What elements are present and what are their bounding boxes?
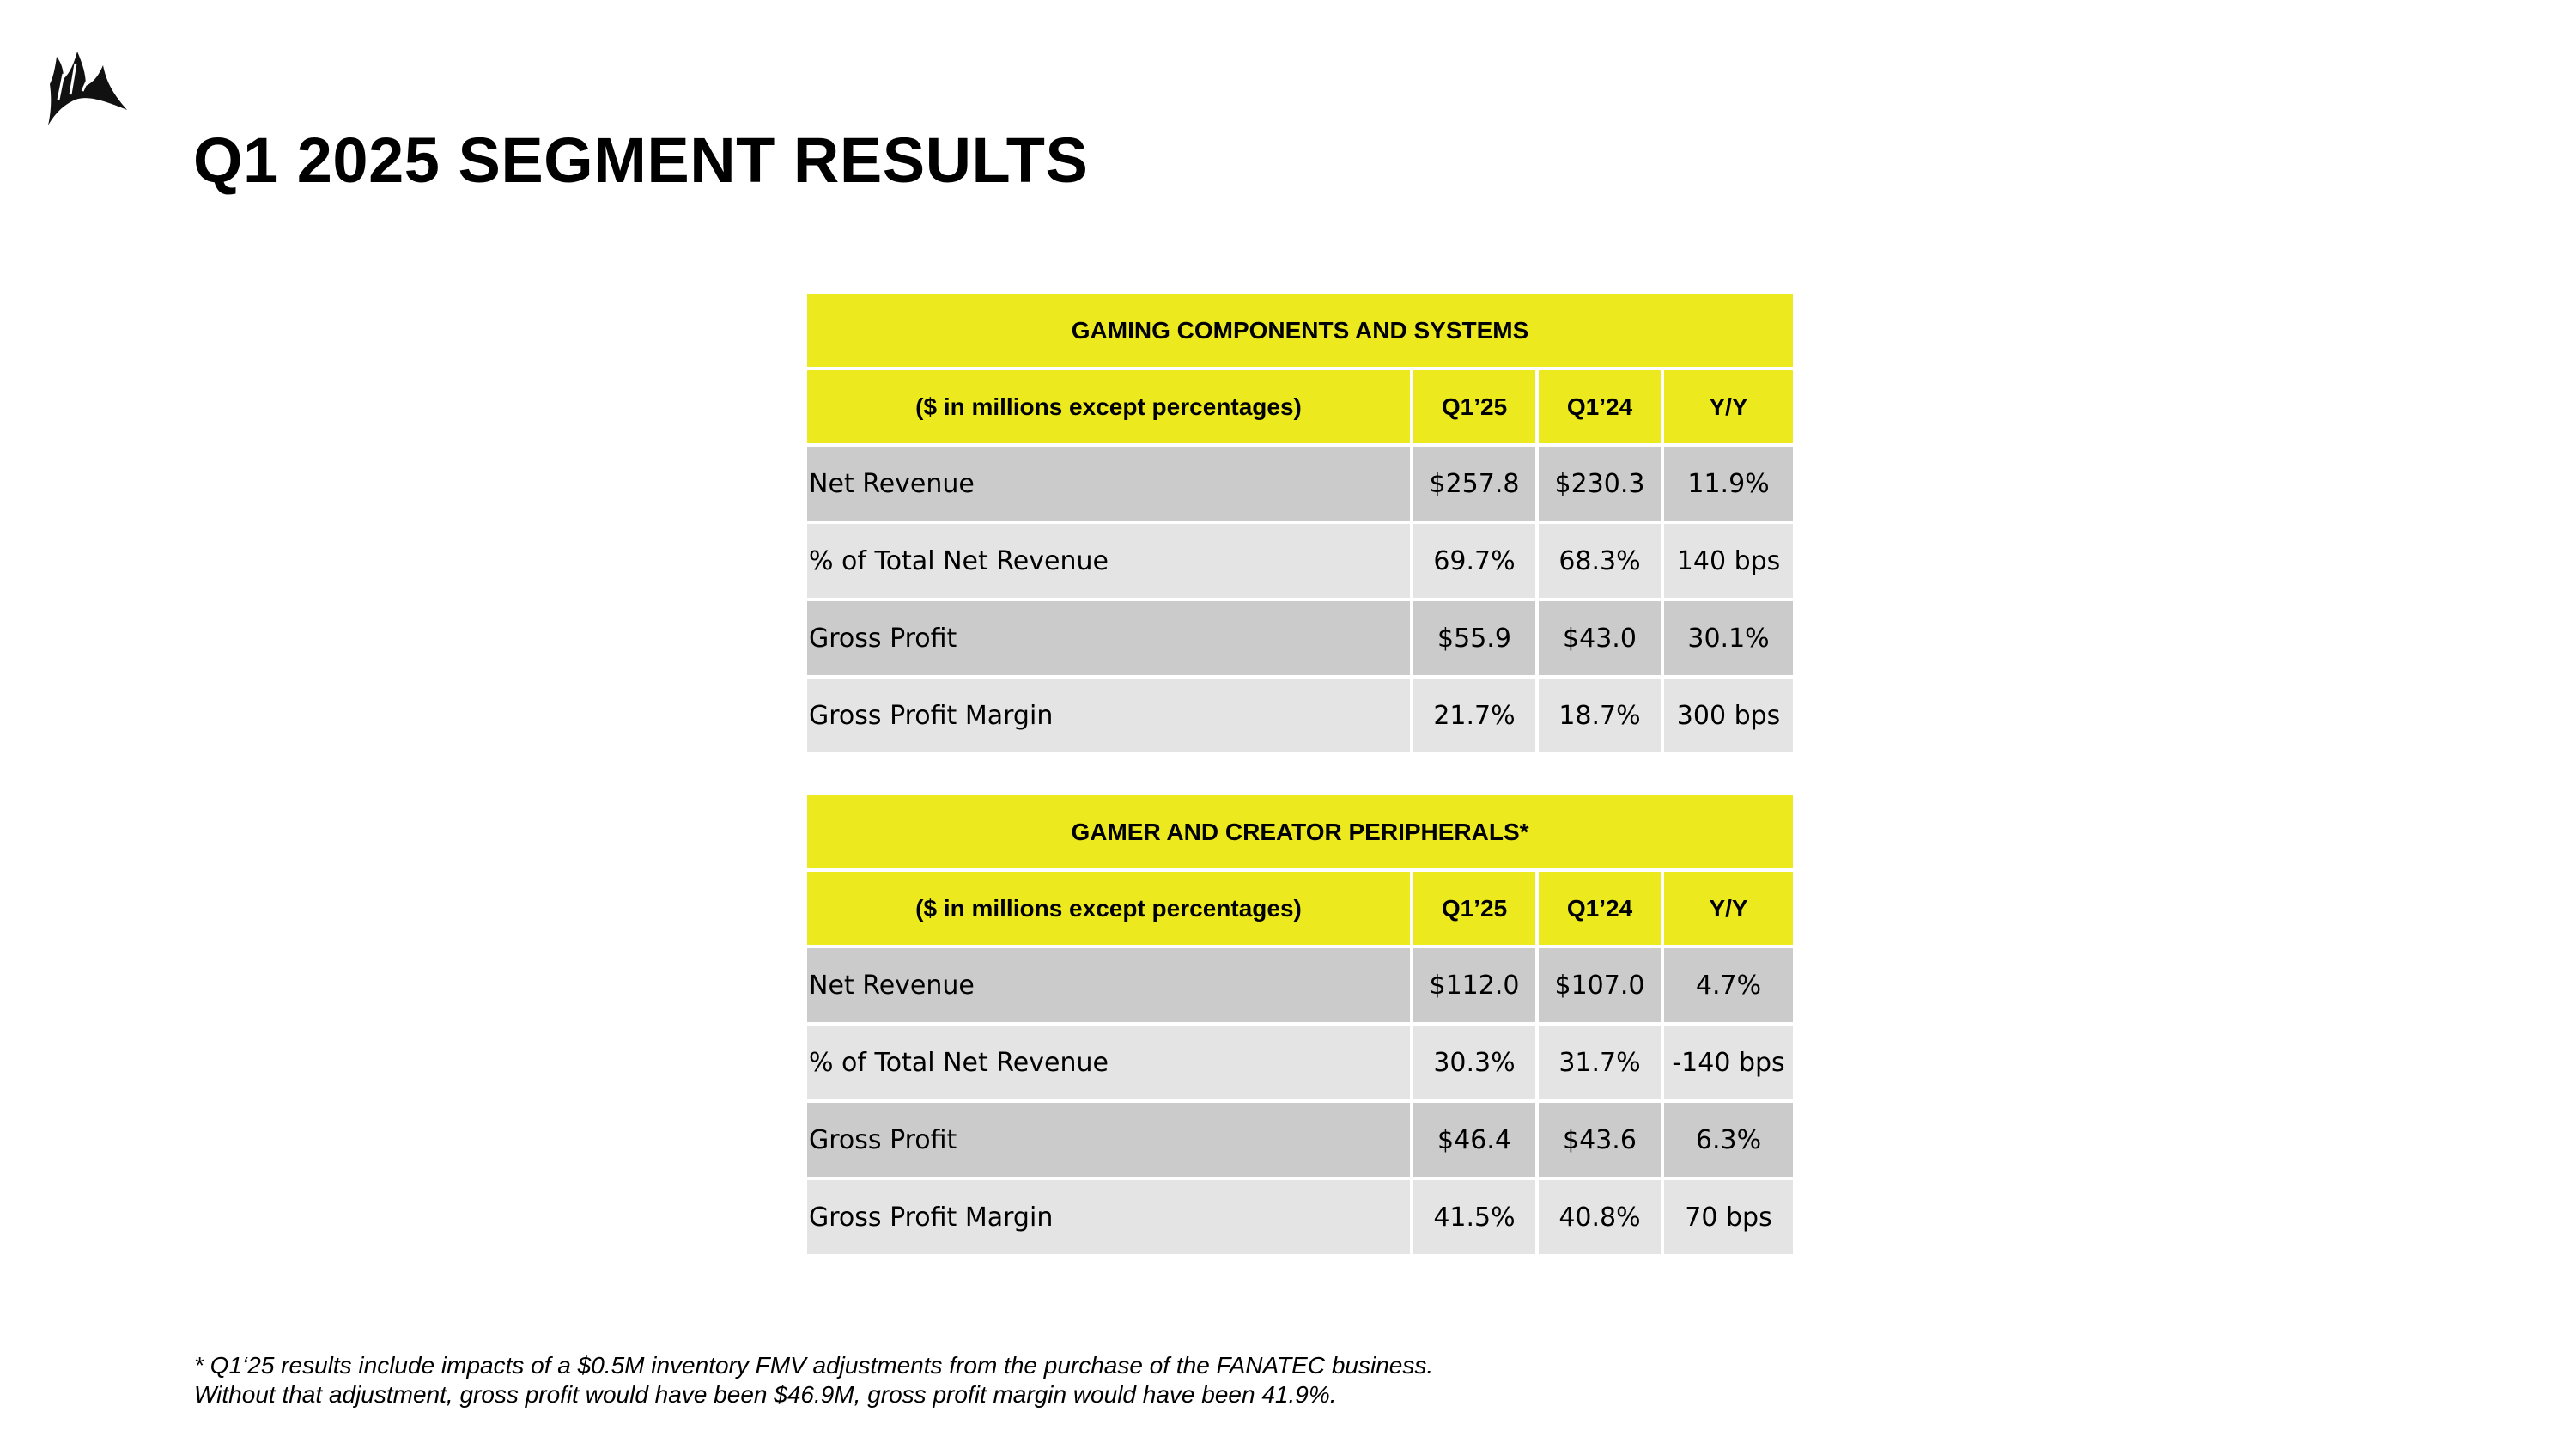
row-label: % of Total Net Revenue (807, 1026, 1410, 1099)
value-yy: 70 bps (1664, 1180, 1793, 1254)
gaming-components-table (804, 290, 1796, 756)
row-label: Gross Profit Margin (807, 1180, 1410, 1254)
table-row (807, 601, 1793, 675)
table-row (807, 679, 1793, 752)
value-q1-25: 41.5% (1413, 1180, 1535, 1254)
column-header-q1-24: Q1’24 (1539, 872, 1661, 945)
segment-title: GAMER AND CREATOR PERIPHERALS* (807, 795, 1793, 868)
row-label: % of Total Net Revenue (807, 524, 1410, 598)
column-header-q1-24: Q1’24 (1539, 370, 1661, 443)
value-q1-24: 68.3% (1539, 524, 1661, 598)
value-yy: -140 bps (1664, 1026, 1793, 1099)
column-header-description: ($ in millions except percentages) (807, 370, 1410, 443)
row-label: Gross Profit (807, 1103, 1410, 1177)
value-q1-24: $230.3 (1539, 447, 1661, 521)
footnote-line-1: * Q1‘25 results include impacts of a $0.5M inventory FMV adjustments from the purchase of the FANATEC business. (194, 1352, 1434, 1379)
page-title: Q1 2025 SEGMENT RESULTS (193, 125, 1089, 196)
value-yy: 6.3% (1664, 1103, 1793, 1177)
table-row (807, 1103, 1793, 1177)
column-header-description: ($ in millions except percentages) (807, 872, 1410, 945)
column-header-yy: Y/Y (1664, 370, 1793, 443)
table-row (807, 1180, 1793, 1254)
column-header-row (807, 370, 1793, 443)
row-label: Gross Profit (807, 601, 1410, 675)
column-header-q1-25: Q1’25 (1413, 872, 1535, 945)
value-yy: 11.9% (1664, 447, 1793, 521)
row-label: Gross Profit Margin (807, 679, 1410, 752)
value-q1-25: $112.0 (1413, 948, 1535, 1022)
value-q1-25: 21.7% (1413, 679, 1535, 752)
table-row (807, 447, 1793, 521)
value-q1-24: $107.0 (1539, 948, 1661, 1022)
footnote (194, 1351, 1433, 1409)
value-yy: 30.1% (1664, 601, 1793, 675)
value-q1-25: 30.3% (1413, 1026, 1535, 1099)
value-q1-25: $46.4 (1413, 1103, 1535, 1177)
value-yy: 4.7% (1664, 948, 1793, 1022)
value-q1-24: 40.8% (1539, 1180, 1661, 1254)
value-q1-24: $43.6 (1539, 1103, 1661, 1177)
gamer-creator-peripherals-table (804, 792, 1796, 1257)
footnote-line-2: Without that adjustment, gross profit would have been $46.9M, gross profit margin would have been 41.9%. (194, 1381, 1337, 1408)
value-q1-25: 69.7% (1413, 524, 1535, 598)
value-q1-24: 31.7% (1539, 1026, 1661, 1099)
value-q1-24: 18.7% (1539, 679, 1661, 752)
row-label: Net Revenue (807, 447, 1410, 521)
column-header-row (807, 872, 1793, 945)
segment-title: GAMING COMPONENTS AND SYSTEMS (807, 294, 1793, 367)
value-yy: 140 bps (1664, 524, 1793, 598)
row-label: Net Revenue (807, 948, 1410, 1022)
table-row (807, 1026, 1793, 1099)
sails-logo-icon (46, 48, 129, 127)
value-q1-25: $55.9 (1413, 601, 1535, 675)
table-row (807, 524, 1793, 598)
column-header-q1-25: Q1’25 (1413, 370, 1535, 443)
value-q1-24: $43.0 (1539, 601, 1661, 675)
value-yy: 300 bps (1664, 679, 1793, 752)
column-header-yy: Y/Y (1664, 872, 1793, 945)
table-row (807, 948, 1793, 1022)
value-q1-25: $257.8 (1413, 447, 1535, 521)
